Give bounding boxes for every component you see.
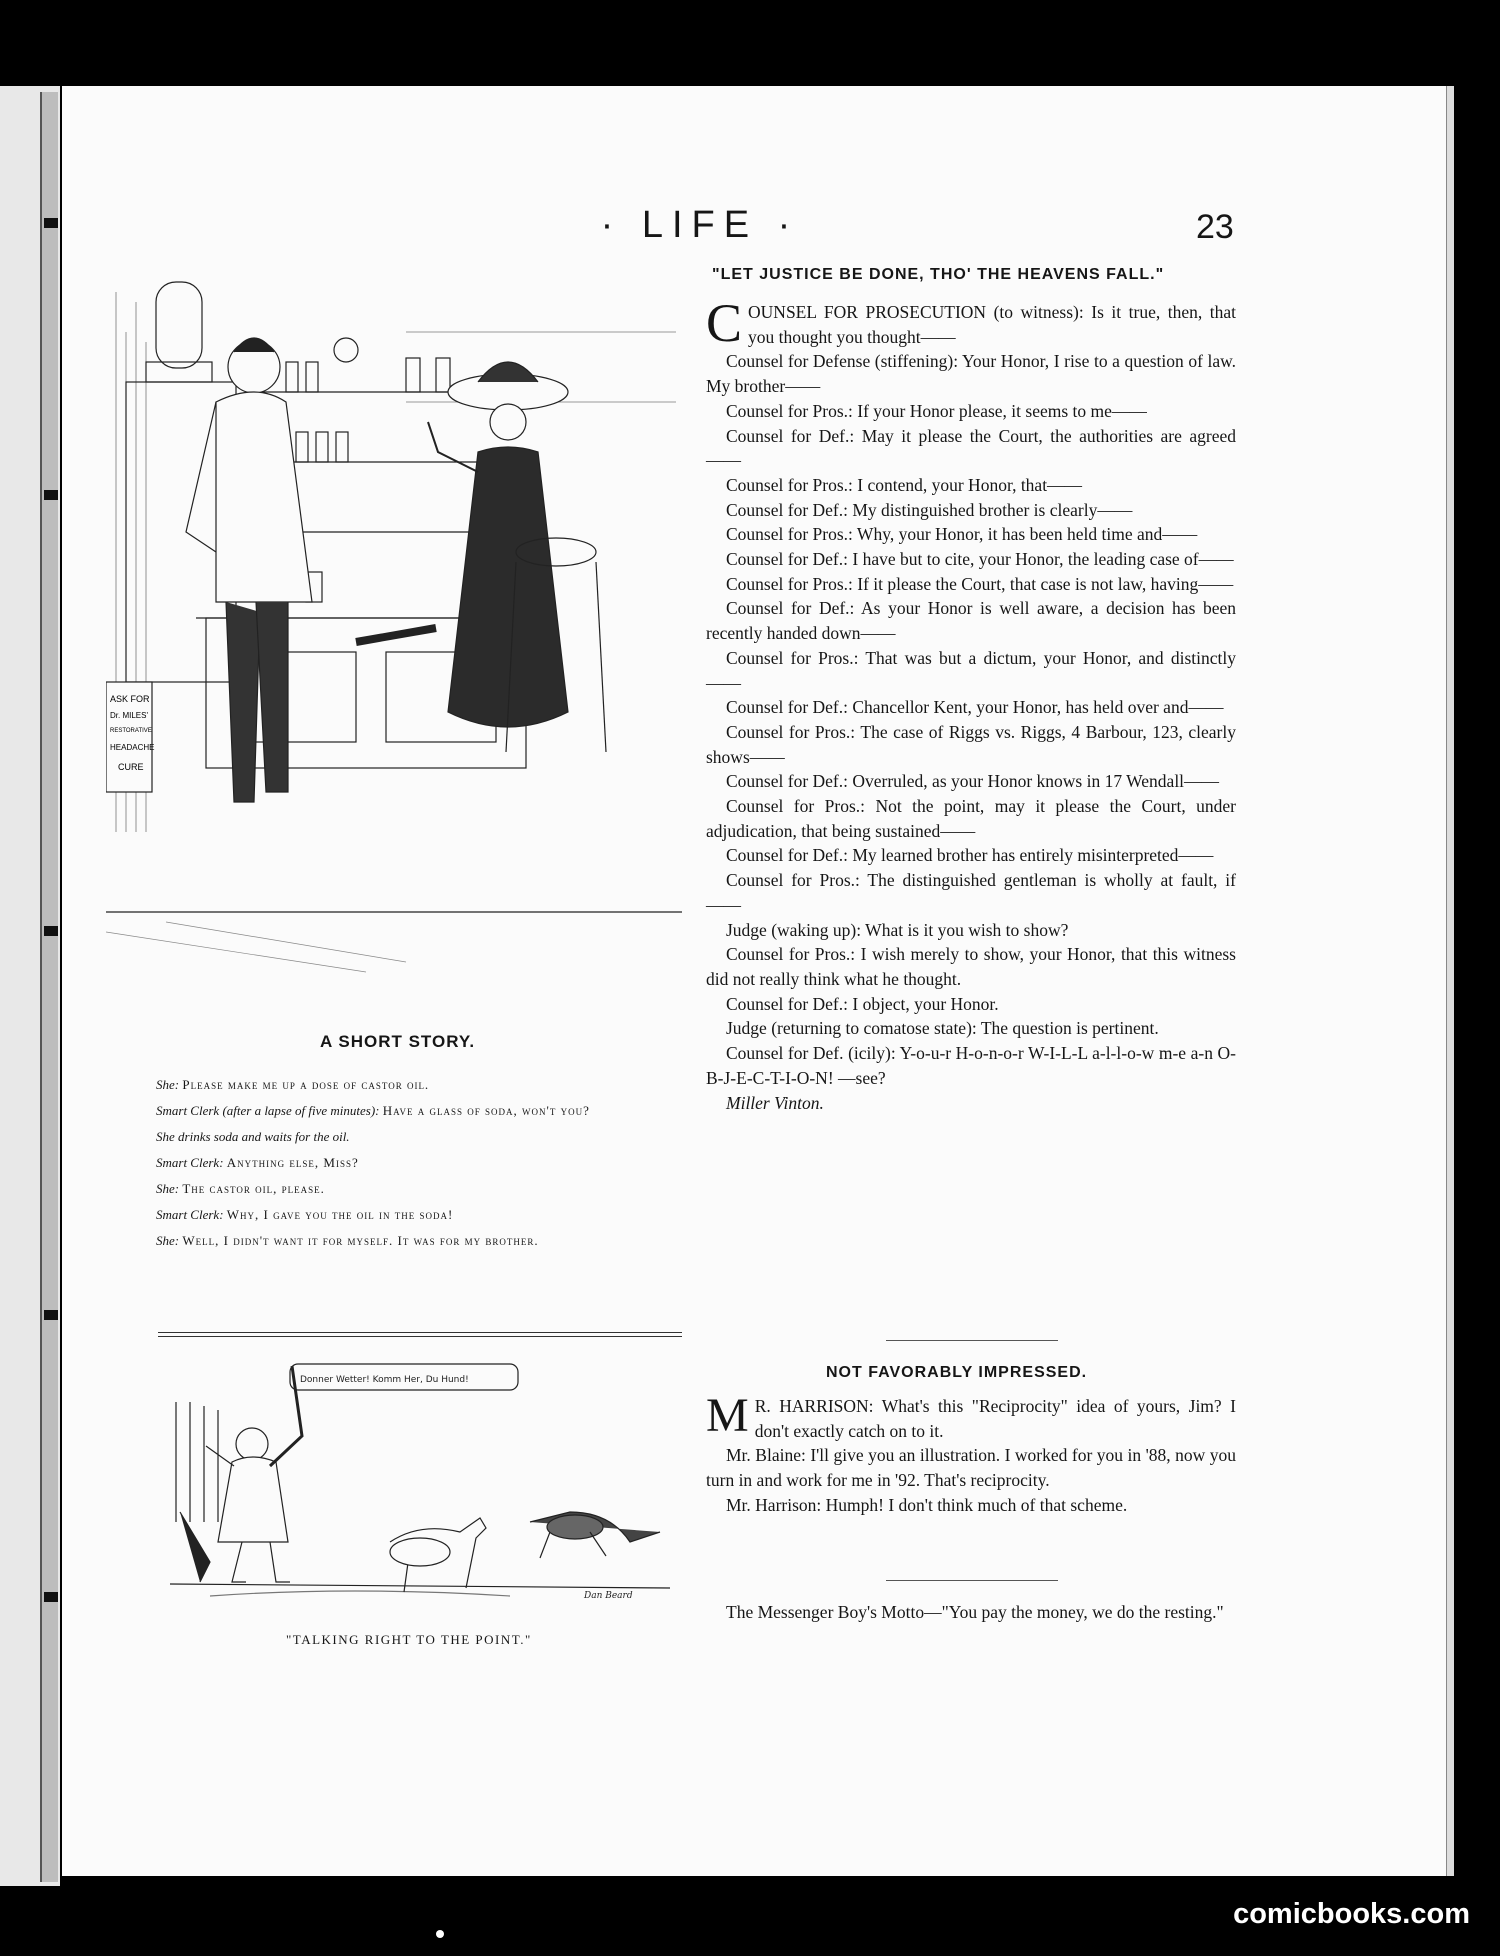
story-line: She drinks soda and waits for the oil. [156,1129,350,1144]
opening-paragraph: COUNSEL FOR PROSECUTION (to witness): Is it true, then, that you thought you thought—— [706,293,1236,353]
binding-mark [44,490,58,500]
dialogue-line: Counsel for Def.: I object, your Honor. [726,993,999,1014]
dialogue-line: Counsel for Def.: I have but to cite, your Honor, the leading case of—— [726,549,1234,570]
dialogue-line: Counsel for Def.: Chancellor Kent, your Honor, has held over and—— [726,697,1224,718]
sign-line: RESTORATIVE [110,728,152,734]
story-line: Smart Clerk: Why, I gave you the oil in the soda! [156,1207,454,1222]
dialogue-line: Counsel for Pros.: If your Honor please, it seems to me—— [726,400,1147,421]
dialogue-line: Judge (returning to comatose state): The question is pertinent. [726,1018,1159,1039]
page-number: 23 [1196,208,1234,246]
dialogue-line: Counsel for Def.: My learned brother has entirely misinterpreted—— [726,845,1214,866]
short-story-title: A SHORT STORY. [320,1032,476,1051]
drugstore-cartoon [106,272,682,990]
drop-cap: M [706,1389,749,1442]
site-watermark: comicbooks.com [1233,1898,1470,1930]
binding-mark [44,1310,58,1320]
dialogue-line: Mr. Harrison: Humph! I don't think much of that scheme. [726,1494,1128,1515]
impressed-dialogue [706,1389,1236,1518]
dialogue-line: Counsel for Def.: As your Honor is well aware, a decision has been recently handed down—— [706,598,1236,644]
dialogue-line: Counsel for Def.: My distinguished brother is clearly—— [726,499,1133,520]
impressed-title: NOT FAVORABLY IMPRESSED. [826,1364,1088,1381]
story-line: She: Please make me up a dose of castor oil. [156,1077,430,1092]
justice-dialogue [706,293,1236,1115]
cartoon-caption: "TALKING RIGHT TO THE POINT." [286,1632,532,1647]
dog-cartoon [170,1362,670,1612]
sign-line: ASK FOR [110,694,150,704]
dialogue-line: Counsel for Pros.: That was but a dictum, your Honor, and distinctly—— [706,647,1236,693]
dialogue-line: Counsel for Pros.: If it please the Court, that case is not law, having—— [726,573,1234,594]
short-story-text [156,1072,682,1254]
dialogue-line: Counsel for Def. (icily): Y-o-u-r H-o-n-o-r W-I-L-L a-l-l-o-w m-e a-n O-B-J-E-C-T-I-O-N! —see? [706,1043,1236,1088]
author-signature: Miller Vinton. [726,1092,824,1113]
dialogue-line: Mr. Blaine: I'll give you an illustration. I worked for you in '88, now you turn in and work for me in '92. That's reciprocity. [706,1445,1236,1491]
dialogue-line: Counsel for Pros.: The distinguished gentleman is wholly at fault, if—— [706,870,1236,915]
story-line: She: The castor oil, please. [156,1181,325,1196]
dialogue-line: Judge (waking up): What is it you wish to show? [726,919,1069,940]
masthead: · LIFE · [600,204,800,246]
binding-mark [44,218,58,228]
binding-edge [40,92,58,1882]
page-edge [1446,86,1454,1876]
opening-paragraph: M R. HARRISON: What's this "Reciprocity" idea of yours, Jim? I don't exactly catch on to it. [706,1389,1236,1442]
artist-signature: Dan Beard [584,1591,633,1601]
speck [436,1930,444,1938]
sign-line: CURE [118,762,144,772]
dialogue-line: Counsel for Pros.: The case of Riggs vs. Riggs, 4 Barbour, 123, clearly shows—— [706,721,1236,767]
dialogue-line: Counsel for Pros.: Why, your Honor, it has been held time and—— [726,524,1198,545]
dialogue-line: Counsel for Pros.: I contend, your Honor, that—— [726,474,1083,495]
sign-line: HEADACHE [110,743,155,752]
binding-mark [44,926,58,936]
justice-title: "LET JUSTICE BE DONE, THO' THE HEAVENS FALL." [712,266,1165,283]
motto-text: The Messenger Boy's Motto—"You pay the money, we do the resting." [726,1602,1224,1622]
speech-balloon-text: Donner Wetter! Komm Her, Du Hund! [300,1375,469,1385]
dialogue-line: Counsel for Pros.: I wish merely to show, your Honor, that this witness did not really think what he thought. [706,944,1236,989]
section-divider [158,1332,682,1337]
binding-mark [44,1592,58,1602]
drop-cap: C [706,293,743,353]
story-line: Smart Clerk: Anything else, Miss? [156,1155,359,1170]
drugstore-drawing [106,272,682,990]
dialogue-line: Counsel for Defense (stiffening): Your Honor, I rise to a question of law. My brother—— [706,351,1236,397]
story-line: She: Well, I didn't want it for myself. It was for my brother. [156,1233,539,1248]
divider [886,1580,1058,1581]
dialogue-line: Counsel for Pros.: Not the point, may it please the Court, under adjudication, that being sustained—— [706,796,1236,841]
dog-drawing [170,1362,670,1612]
divider [886,1340,1058,1341]
dialogue-line: Counsel for Def.: Overruled, as your Honor knows in 17 Wendall—— [726,771,1220,792]
dialogue-line: Counsel for Def.: May it please the Court, the authorities are agreed—— [706,425,1236,471]
story-line: Smart Clerk (after a lapse of five minutes): Have a glass of soda, won't you? [156,1103,590,1118]
sign-line: Dr. MILES' [110,711,148,720]
messenger-motto [706,1600,1236,1625]
